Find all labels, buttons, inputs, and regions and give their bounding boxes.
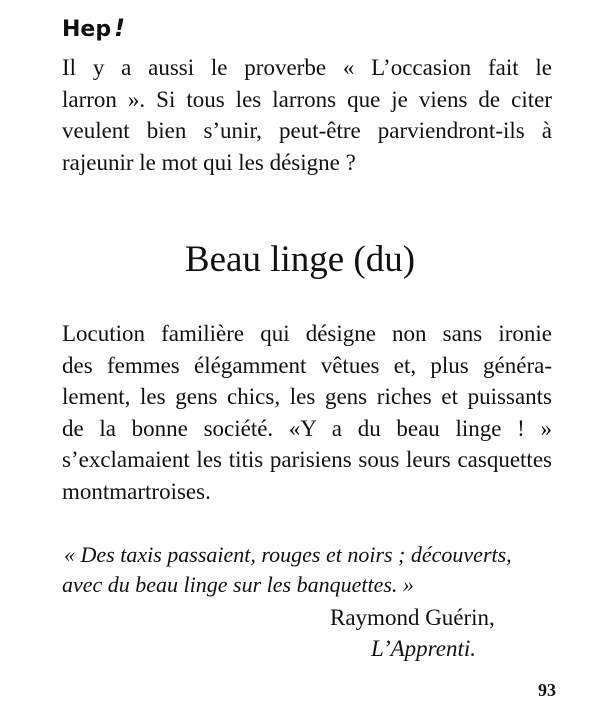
entry-paragraph [62,318,552,507]
hep-line: veulent bien s’unir, peut-être parviendront-ils à [62,118,552,143]
citation-line: avec du beau linge sur les banquettes. » [62,572,414,597]
page-number: 93 [538,680,556,700]
entry-line: s’exclamaient les titis parisiens sous leurs casquettes [62,447,552,472]
entry-line: Locution familière qui désigne non sans ironie [62,321,552,346]
citation-work: L’Apprenti. [371,636,476,661]
entry-line: montmartroises. [62,478,211,504]
hep-line: larron ». Si tous les larrons que je viens de citer [62,86,552,112]
hep-paragraph [62,52,552,178]
hep-line: Il y a aussi le proverbe « L’occasion fait le [62,55,552,80]
hep-line: rajeunir le mot qui les désigne ? [62,149,356,175]
citation-line: « Des taxis passaient, rouges et noirs ; découverts, [64,542,512,567]
citation-quote [62,540,554,600]
hep-exclamation: ! [114,14,126,42]
entry-line: des femmes élégamment vêtues et, plus généra- [62,352,552,378]
hep-label [62,14,125,42]
entry-line: lement, les gens chics, les gens riches et puissants [62,384,552,409]
citation-author: Raymond Guérin, [330,605,495,630]
entry-line: de la bonne société. «Y a du beau linge ! » [62,415,552,441]
hep-label-text: Hep [62,17,112,42]
entry-title: Beau linge (du) [184,239,416,280]
